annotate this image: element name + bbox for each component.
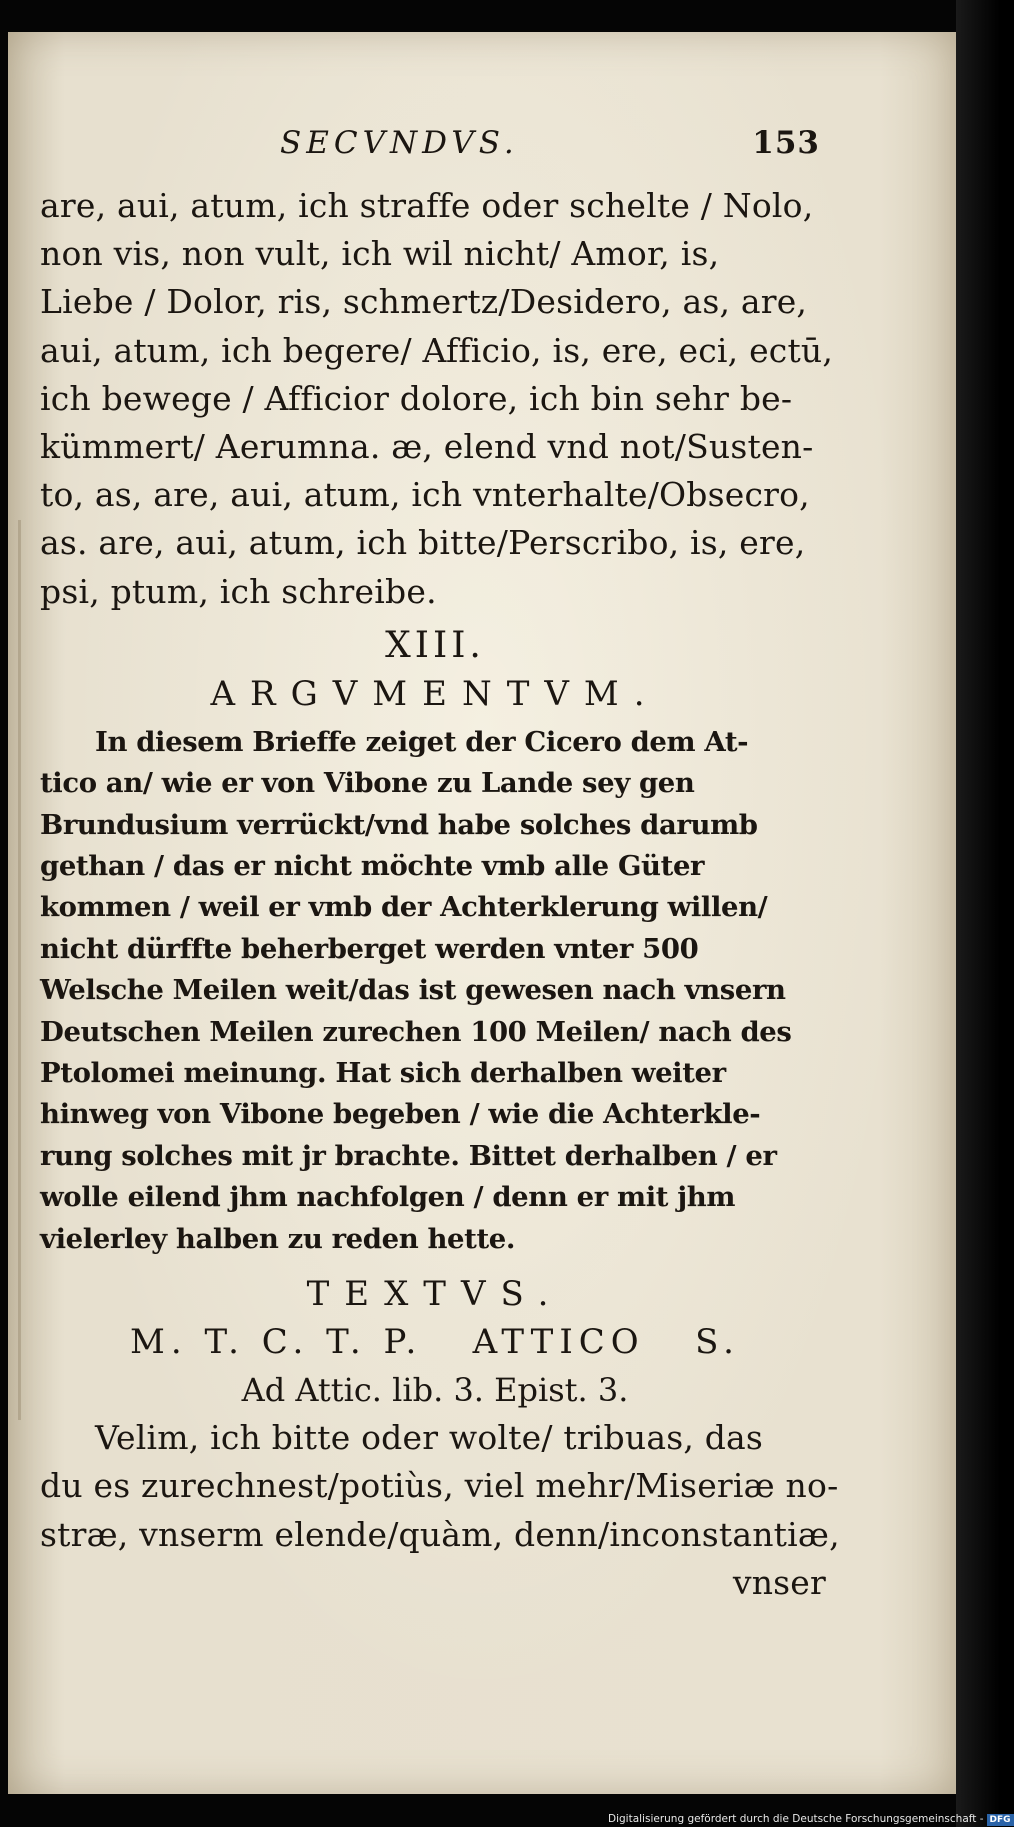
- text-line: stræ, vnserm elende/quàm, denn/inconstantiæ,: [40, 1514, 840, 1554]
- argument-line: Ptolomei meinung. Hat sich derhalben weiter: [40, 1057, 726, 1090]
- argument-line: Deutschen Meilen zurechen 100 Meilen/ nach des: [40, 1015, 792, 1048]
- body-line: ich bewege / Afficior dolore, ich bin sehr be-: [40, 378, 793, 418]
- page-text: [40, 112, 840, 1607]
- textus-title: TEXTVS.: [306, 1274, 564, 1315]
- credit-text: Digitalisierung gefördert durch die Deutsche Forschungsgemeinschaft -: [608, 1813, 984, 1825]
- body-line: kümmert/ Aerumna. æ, elend vnd not/Susten-: [40, 427, 814, 467]
- text-line: Velim, ich bitte oder wolte/ tribuas, das: [95, 1418, 764, 1458]
- body-line: aui, atum, ich begere/ Afficio, is, ere, eci, ectū,: [40, 330, 834, 370]
- body-line: Liebe / Dolor, ris, schmertz/Desidero, as, are,: [40, 282, 808, 322]
- argument-line: hinweg von Vibone begeben / wie die Achterkle-: [40, 1098, 761, 1131]
- vocabulary-block: [40, 182, 834, 616]
- argument-line: wolle eilend jhm nachfolgen / denn er mit jhm: [40, 1181, 736, 1214]
- dfg-logo: DFG: [987, 1814, 1014, 1826]
- argument-line: gethan / das er nicht möchte vmb alle Güter: [40, 850, 705, 883]
- argument-block: [40, 722, 830, 1260]
- textus-block: [40, 1414, 840, 1607]
- binding-shadow: [18, 520, 21, 1420]
- argument-line: vielerley halben zu reden hette.: [40, 1222, 516, 1255]
- body-line: psi, ptum, ich schreibe.: [40, 571, 437, 611]
- body-line: are, aui, atum, ich straffe oder schelte / Nolo,: [40, 186, 814, 225]
- argument-line: Welsche Meilen weit/das ist gewesen nach vnsern: [40, 974, 786, 1007]
- section-title: ARGVMENTVM.: [210, 673, 660, 714]
- argument-line: nicht dürffte beherberget werden vnter 500: [40, 932, 699, 965]
- running-head: SECVNDVS.: [280, 125, 519, 161]
- letter-reference: Ad Attic. lib. 3. Epist. 3.: [241, 1371, 629, 1410]
- argument-line: In diesem Brieffe zeiget der Cicero dem At-: [95, 725, 749, 758]
- text-line: du es zurechnest/potiùs, viel mehr/Miseriæ no-: [40, 1466, 839, 1506]
- book-edge: [956, 0, 1000, 1827]
- salutation: M. T. C. T. P. ATTICO S.: [130, 1322, 740, 1363]
- body-line: non vis, non vult, ich wil nicht/ Amor, is,: [40, 234, 720, 274]
- digitization-credit: [608, 1811, 1011, 1827]
- body-line: as. are, aui, atum, ich bitte/Perscribo, is, ere,: [40, 523, 806, 563]
- argument-line: tico an/ wie er von Vibone zu Lande sey gen: [40, 767, 695, 800]
- body-line: to, as, are, aui, atum, ich vnterhalte/Obsecro,: [40, 475, 810, 515]
- argument-line: rung solches mit jr brachte. Bittet derhalben / er: [40, 1139, 777, 1172]
- catchword: vnser: [732, 1562, 826, 1602]
- section-number: XIII.: [385, 624, 485, 666]
- argument-line: kommen / weil er vmb der Achterklerung willen/: [40, 891, 768, 924]
- page-number: 153: [752, 125, 820, 161]
- argument-line: Brundusium verrückt/vnd habe solches darumb: [40, 808, 758, 841]
